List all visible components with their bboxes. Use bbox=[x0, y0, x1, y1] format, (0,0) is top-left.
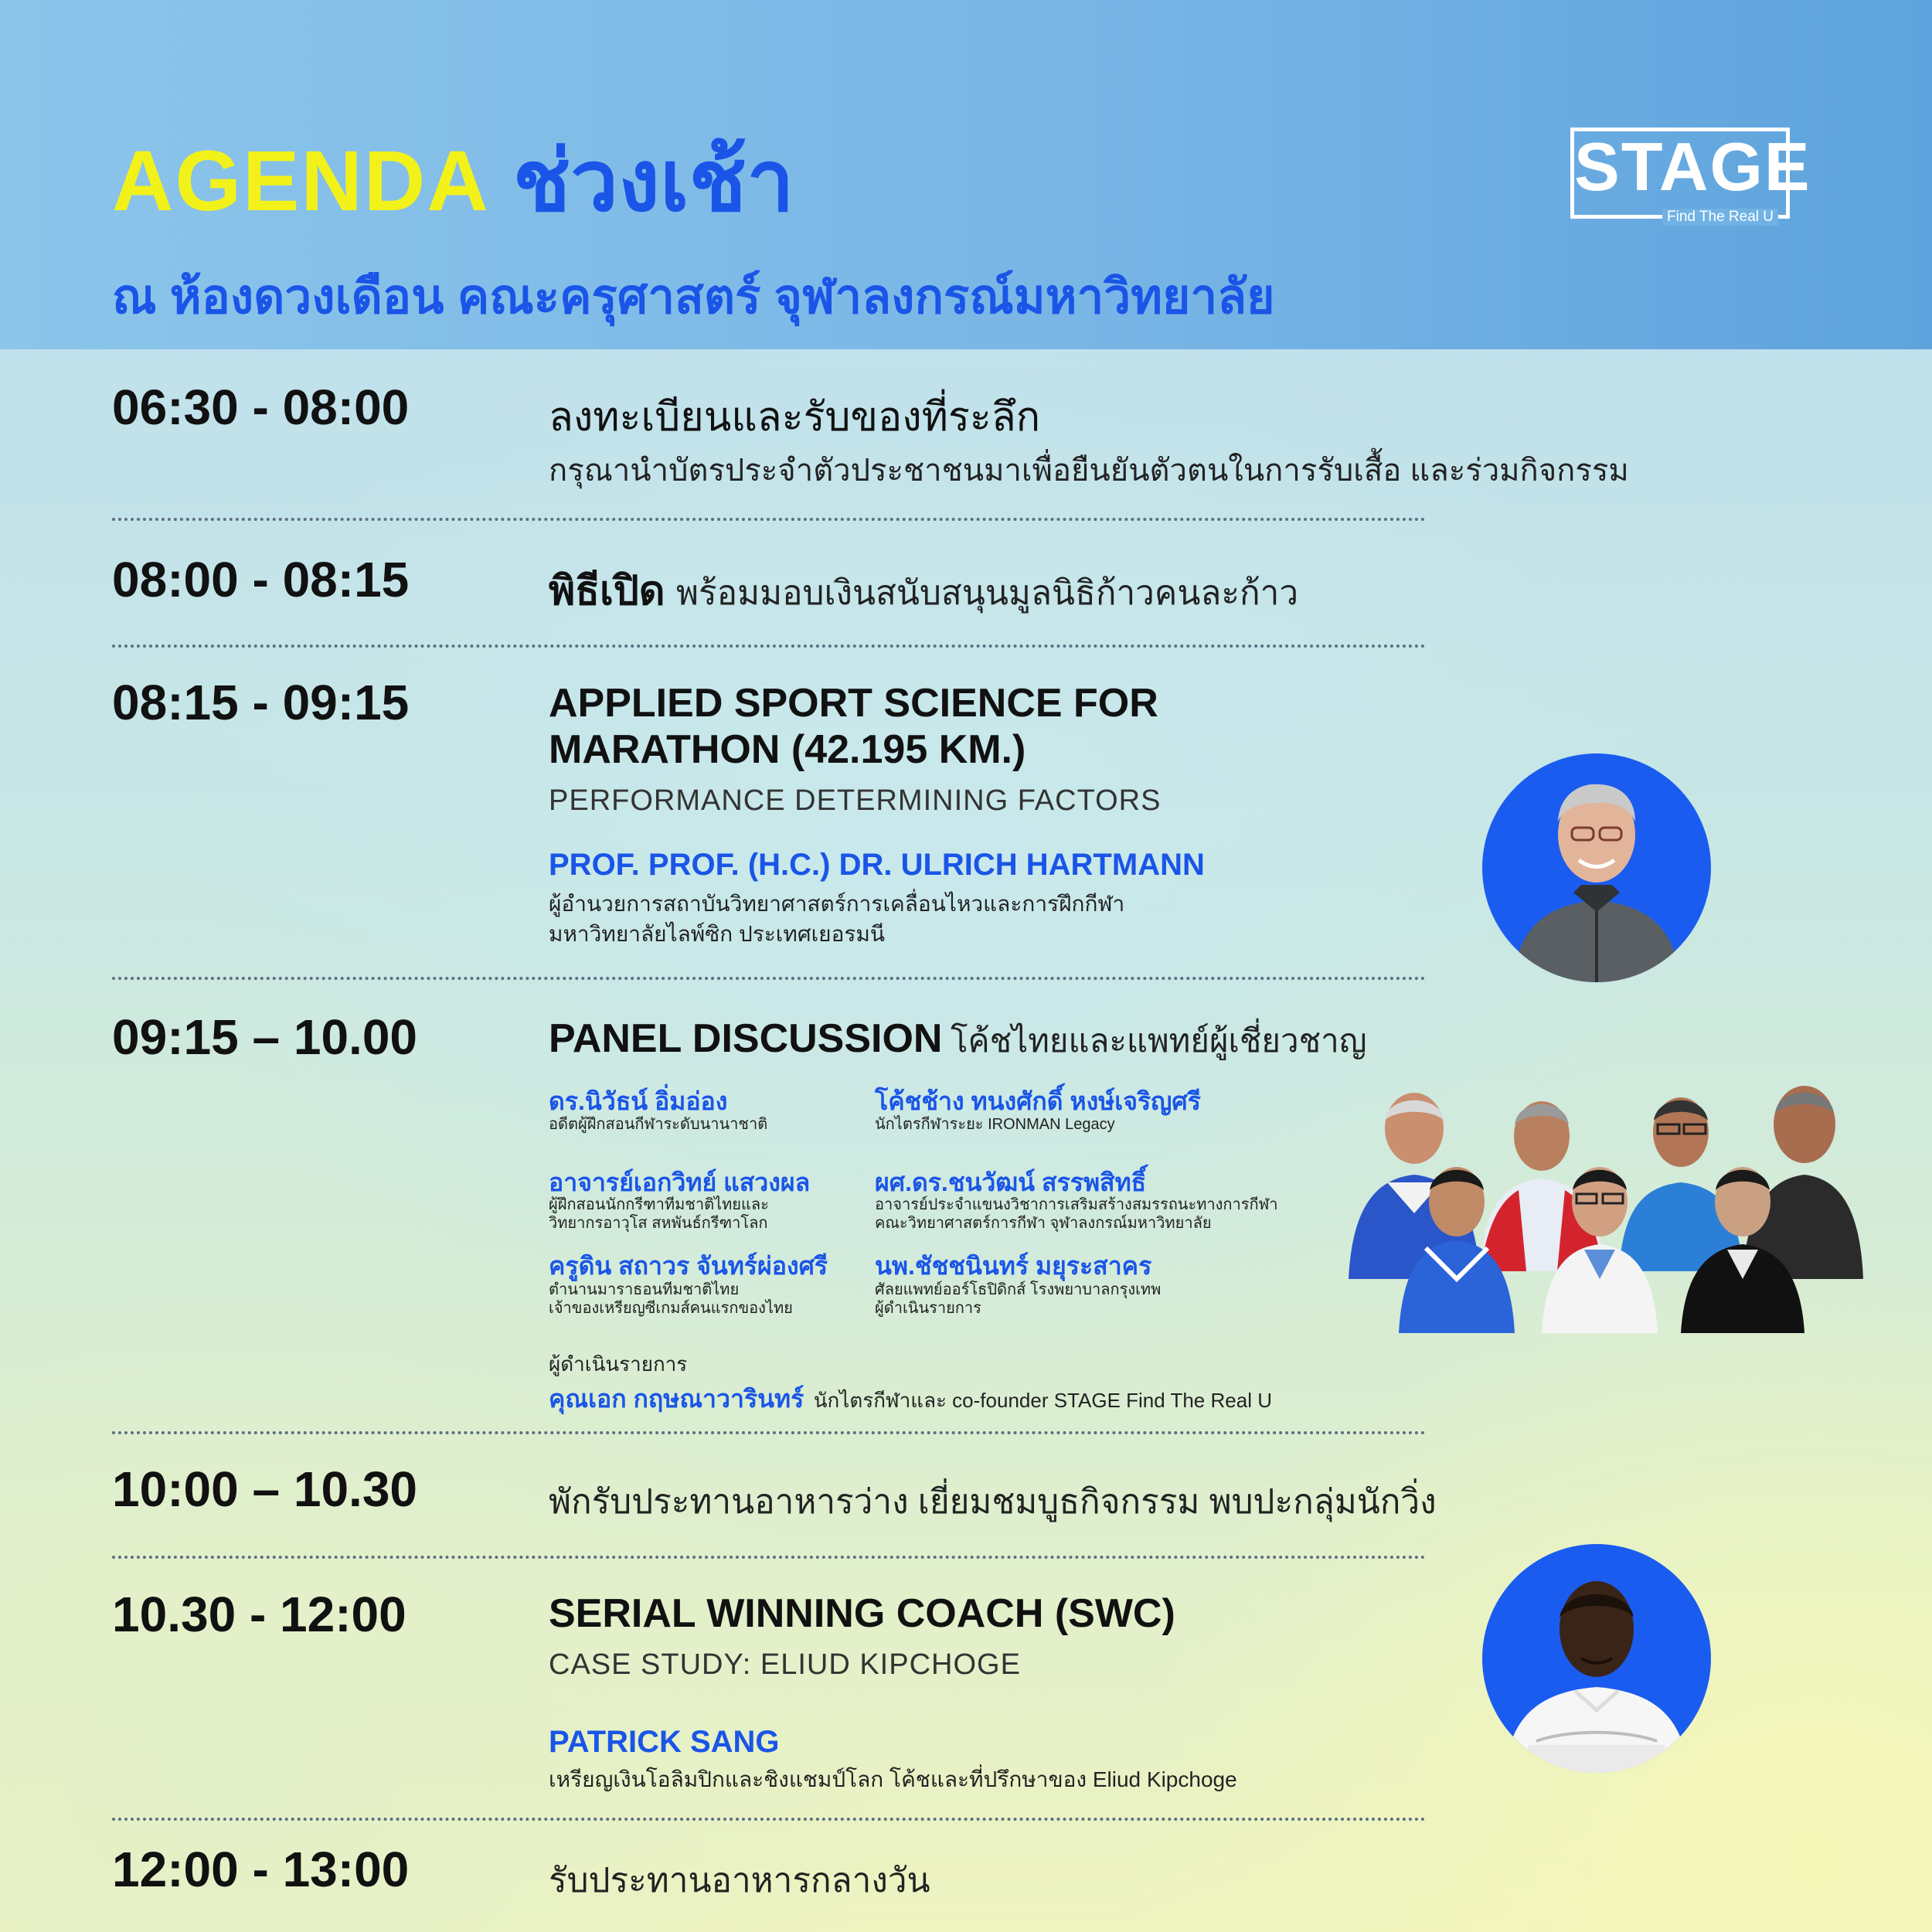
panelist-desc: อดีตผู้ฝึกสอนกีฬาระดับนานาชาติ bbox=[549, 1116, 768, 1133]
session-time: 08:00 - 08:15 bbox=[112, 552, 410, 607]
moderator-label: ผู้ดำเนินรายการ bbox=[549, 1352, 688, 1376]
header-banner bbox=[0, 0, 1932, 349]
speaker-portrait-icon bbox=[1482, 1544, 1711, 1773]
venue-text: ณ ห้องดวงเดือน คณะครุศาสตร์ จุฬาลงกรณ์มหาวิทยาลัย bbox=[112, 270, 1275, 324]
speaker-avatar bbox=[1482, 753, 1711, 982]
panelist-desc: ศัลยแพทย์ออร์โธปิดิกส์ โรงพยาบาลกรุงเทพ bbox=[875, 1281, 1162, 1298]
session-time: 12:00 - 13:00 bbox=[112, 1842, 410, 1897]
divider bbox=[112, 1431, 1426, 1434]
divider bbox=[112, 1818, 1426, 1821]
panel-group-photo bbox=[1341, 1047, 1866, 1333]
speaker-avatar bbox=[1482, 1544, 1711, 1773]
panelist-desc: วิทยากรอาวุโส สหพันธ์กรีฑาโลก bbox=[549, 1215, 768, 1232]
session-title: ลงทะเบียนและรับของที่ระลึก bbox=[549, 395, 1041, 440]
session-subtitle: พร้อมมอบเงินสนับสนุนมูลนิธิก้าวคนละก้าว bbox=[676, 574, 1299, 612]
panelist-desc: นักไตรกีฬาระยะ IRONMAN Legacy bbox=[875, 1116, 1115, 1133]
divider bbox=[112, 518, 1426, 521]
panelist-name: นพ.ชัชชนินทร์ มยุระสาคร bbox=[875, 1252, 1152, 1280]
session-time: 10.30 - 12:00 bbox=[112, 1587, 406, 1642]
title-th: ช่วงเช้า bbox=[512, 134, 794, 229]
session-title-row bbox=[549, 1015, 1367, 1066]
panelist-desc: เจ้าของเหรียญซีเกมส์คนแรกของไทย bbox=[549, 1300, 793, 1317]
session-title-line2: MARATHON (42.195 KM.) bbox=[549, 727, 1026, 772]
session-subtitle: CASE STUDY: ELIUD KIPCHOGE bbox=[549, 1648, 1021, 1681]
session-time: 06:30 - 08:00 bbox=[112, 379, 410, 435]
session-subtitle: กรุณานำบัตรประจำตัวประชาชนมาเพื่อยืนยันตัวตนในการรับเสื้อ และร่วมกิจกรรม bbox=[549, 454, 1629, 488]
session-title: PANEL DISCUSSION bbox=[549, 1016, 943, 1061]
session-title-line1: APPLIED SPORT SCIENCE FOR bbox=[549, 681, 1158, 726]
panelist-name: ผศ.ดร.ชนวัฒน์ สรรพสิทธิ์ bbox=[875, 1168, 1147, 1196]
panelist-desc: อาจารย์ประจำแขนงวิชาการเสริมสร้างสมรรถนะทางการกีฬา bbox=[875, 1196, 1278, 1213]
panelist-desc: ผู้ดำเนินรายการ bbox=[875, 1300, 981, 1317]
session-subtitle: PERFORMANCE DETERMINING FACTORS bbox=[549, 784, 1162, 817]
moderator-name: คุณเอก กฤษณาวารินทร์ bbox=[549, 1385, 804, 1413]
panelist-name: ดร.นิวัธน์ อิ่มอ่อง bbox=[549, 1087, 728, 1115]
session-time: 09:15 – 10.00 bbox=[112, 1009, 417, 1065]
panelist-desc: คณะวิทยาศาสตร์การกีฬา จุฬาลงกรณ์มหาวิทยาลัย bbox=[875, 1215, 1212, 1232]
session-title-row bbox=[549, 558, 1298, 622]
logo-word: STAGE bbox=[1574, 128, 1811, 205]
speaker-desc: เหรียญเงินโอลิมปิกและชิงแชมป์โลก โค้ชและที่ปรึกษาของ Eliud Kipchoge bbox=[549, 1767, 1237, 1791]
session-title: พักรับประทานอาหารว่าง เยี่ยมชมบูธกิจกรรม พบปะกลุ่มนักวิ่ง bbox=[549, 1483, 1437, 1521]
session-title: SERIAL WINNING COACH (SWC) bbox=[549, 1591, 1175, 1636]
title-en: AGENDA bbox=[112, 134, 490, 229]
panelist-desc: ผู้ฝึกสอนนักกรีฑาทีมชาติไทยและ bbox=[549, 1196, 769, 1213]
speaker-desc: มหาวิทยาลัยไลพ์ซิก ประเทศเยอรมนี bbox=[549, 922, 886, 946]
panelists-photo-icon bbox=[1341, 1047, 1866, 1333]
speaker-portrait-icon bbox=[1482, 753, 1711, 982]
speaker-name: PROF. PROF. (H.C.) DR. ULRICH HARTMANN bbox=[549, 848, 1205, 882]
session-title: รับประทานอาหารกลางวัน bbox=[549, 1862, 930, 1900]
divider bbox=[112, 977, 1426, 980]
stage-logo bbox=[1570, 128, 1811, 225]
session-title-th: โค้ชไทยและแพทย์ผู้เชี่ยวชาญ bbox=[950, 1022, 1367, 1059]
divider bbox=[112, 645, 1426, 648]
session-title: พิธีเปิด bbox=[549, 569, 665, 614]
session-time: 10:00 – 10.30 bbox=[112, 1461, 417, 1517]
session-time: 08:15 - 09:15 bbox=[112, 675, 410, 730]
speaker-name: PATRICK SANG bbox=[549, 1725, 780, 1759]
panelist-desc: ตำนานมาราธอนทีมชาติไทย bbox=[549, 1281, 740, 1298]
speaker-desc: ผู้อำนวยการสถาบันวิทยาศาสตร์การเคลื่อนไหวและการฝึกกีฬา bbox=[549, 892, 1125, 916]
moderator-row bbox=[549, 1379, 1272, 1419]
logo-tagline: Find The Real U bbox=[1662, 209, 1778, 226]
panelist-name: อาจารย์เอกวิทย์ แสวงผล bbox=[549, 1168, 811, 1196]
divider bbox=[112, 1556, 1426, 1559]
panelist-name: โค้ชช้าง ทนงศักดิ์ หงษ์เจริญศรี bbox=[875, 1087, 1201, 1115]
page-title bbox=[112, 134, 794, 229]
panelist-name: ครูดิน สถาวร จันทร์ผ่องศรี bbox=[549, 1252, 828, 1280]
moderator-desc: นักไตรกีฬาและ co-founder STAGE Find The Real U bbox=[813, 1389, 1272, 1412]
